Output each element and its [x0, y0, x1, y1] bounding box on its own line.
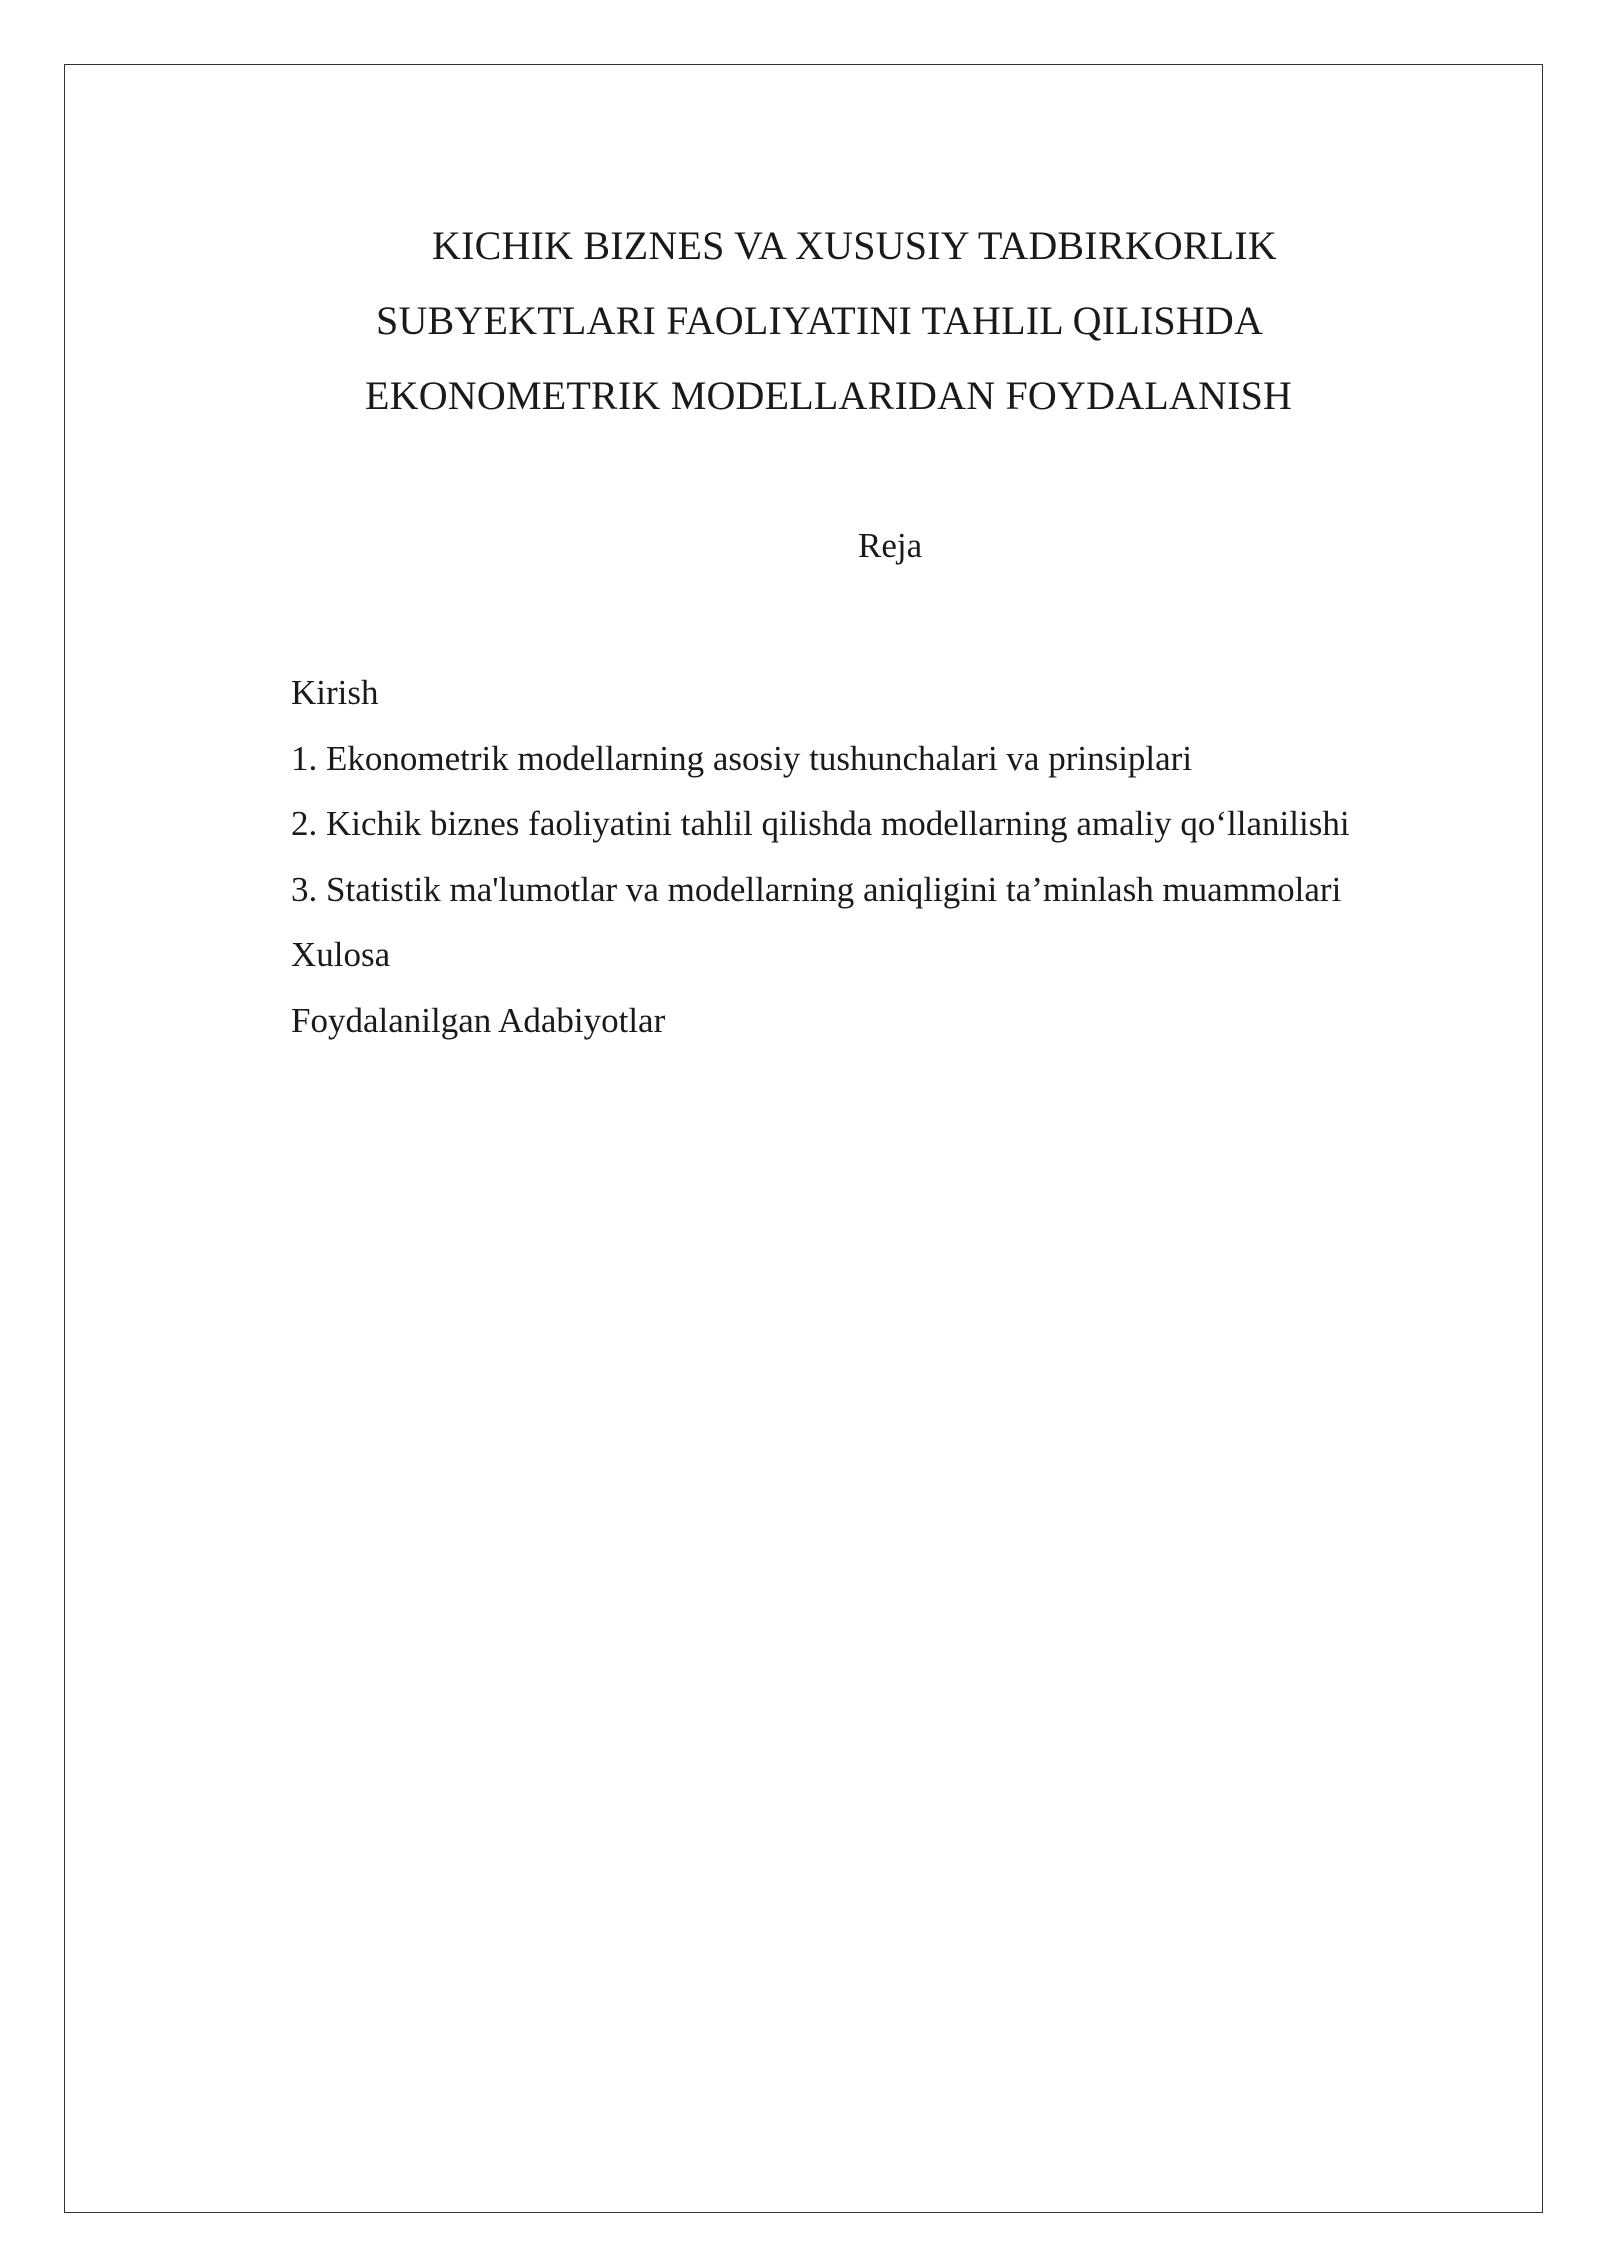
toc-item-section-1: 1. Ekonometrik modellarning asosiy tushunchalari va prinsiplari	[291, 738, 1193, 778]
toc-item-conclusion: Xulosa	[291, 935, 391, 974]
title-line-3: EKONOMETRIK MODELLARIDAN FOYDALANISH	[365, 373, 1293, 418]
toc-item-references: Foydalanilgan Adabiyotlar	[291, 1000, 666, 1040]
toc-item-introduction: Kirish	[291, 673, 379, 712]
toc-item-section-3: 3. Statistik ma'lumotlar va modellarning aniqligini ta’minlash muammolari	[291, 869, 1342, 909]
plan-heading: Reja	[858, 526, 923, 565]
toc-item-section-2: 2. Kichik biznes faoliyatini tahlil qilishda modellarning amaliy qo‘llanilishi	[291, 804, 1350, 843]
title-line-2: SUBYEKTLARI FAOLIYATINI TAHLIL QILISHDA	[376, 298, 1264, 343]
title-line-1: KICHIK BIZNES VA XUSUSIY TADBIRKORLIK	[432, 223, 1277, 268]
table-of-contents	[291, 660, 1531, 1053]
document-title	[200, 208, 1520, 433]
